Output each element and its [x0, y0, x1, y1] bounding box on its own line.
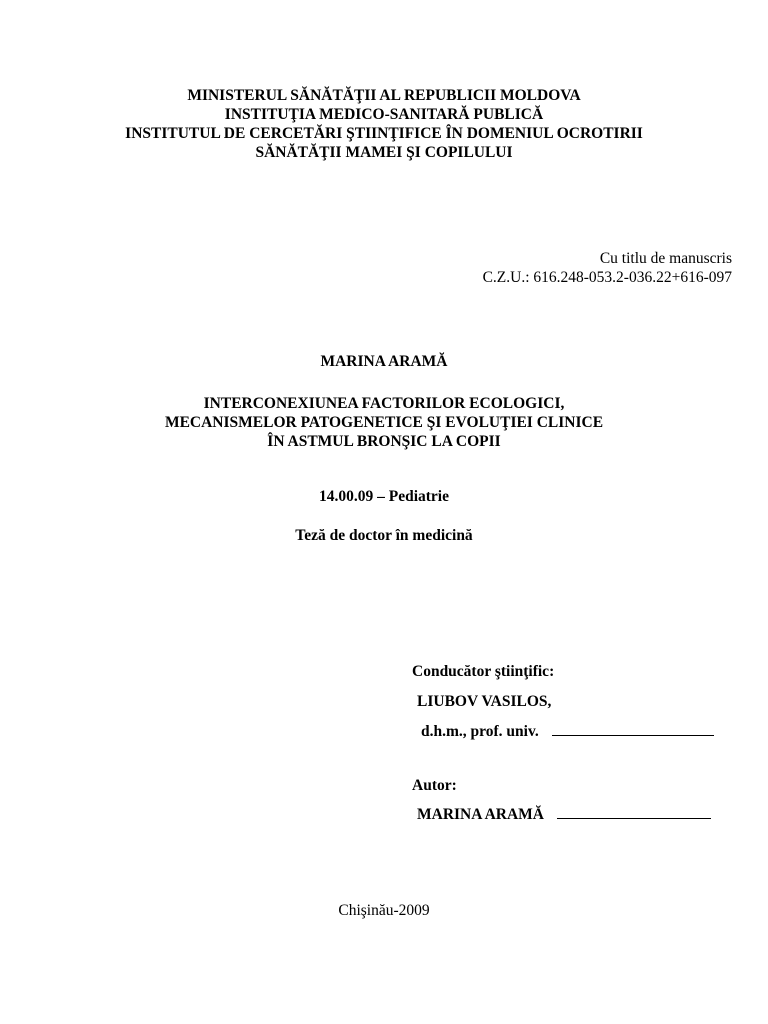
thesis-title-line-3: ÎN ASTMUL BRONŞIC LA COPII: [267, 433, 501, 450]
manuscript-label: Cu titlu de manuscris: [599, 250, 732, 267]
supervisor-name: LIUBOV VASILOS,: [417, 693, 552, 710]
institution-line-ministry: MINISTERUL SĂNĂTĂŢII AL REPUBLICII MOLDOVA: [187, 87, 581, 104]
udc-code: C.Z.U.: 616.248-053.2-036.22+616-097: [482, 269, 732, 286]
author-heading: Autor:: [412, 777, 457, 794]
supervisor-heading: Conducător ştiinţific:: [412, 663, 555, 680]
supervisor-title-row: [421, 722, 714, 741]
thesis-title-line-1: INTERCONEXIUNEA FACTORILOR ECOLOGICI,: [203, 395, 565, 412]
specialty: 14.00.09 – Pediatrie: [318, 488, 449, 505]
manuscript-info: [483, 249, 732, 287]
institution-line-public: INSTITUŢIA MEDICO-SANITARĂ PUBLICĂ: [224, 106, 544, 123]
author-signature-name: MARINA ARAMĂ: [417, 806, 545, 823]
thesis-title: [0, 394, 768, 451]
thesis-title-line-2: MECANISMELOR PATOGENETICE ŞI EVOLUŢIEI CLINICE: [164, 414, 604, 431]
place-year: Chişinău-2009: [338, 902, 430, 919]
institution-header: [0, 86, 768, 162]
author-signature-line: [557, 805, 711, 819]
supervisor-signature-line: [552, 722, 714, 736]
institution-line-mother-child: SĂNĂTĂŢII MAMEI ŞI COPILULUI: [255, 144, 513, 161]
author-signature-row: [417, 805, 711, 824]
institution-line-institute: INSTITUTUL DE CERCETĂRI ŞTIINŢIFICE ÎN DOMENIUL OCROTIRII: [125, 125, 643, 142]
author-name: MARINA ARAMĂ: [320, 353, 448, 370]
supervisor-title: d.h.m., prof. univ.: [421, 723, 539, 740]
degree: Teză de doctor în medicină: [295, 527, 473, 544]
